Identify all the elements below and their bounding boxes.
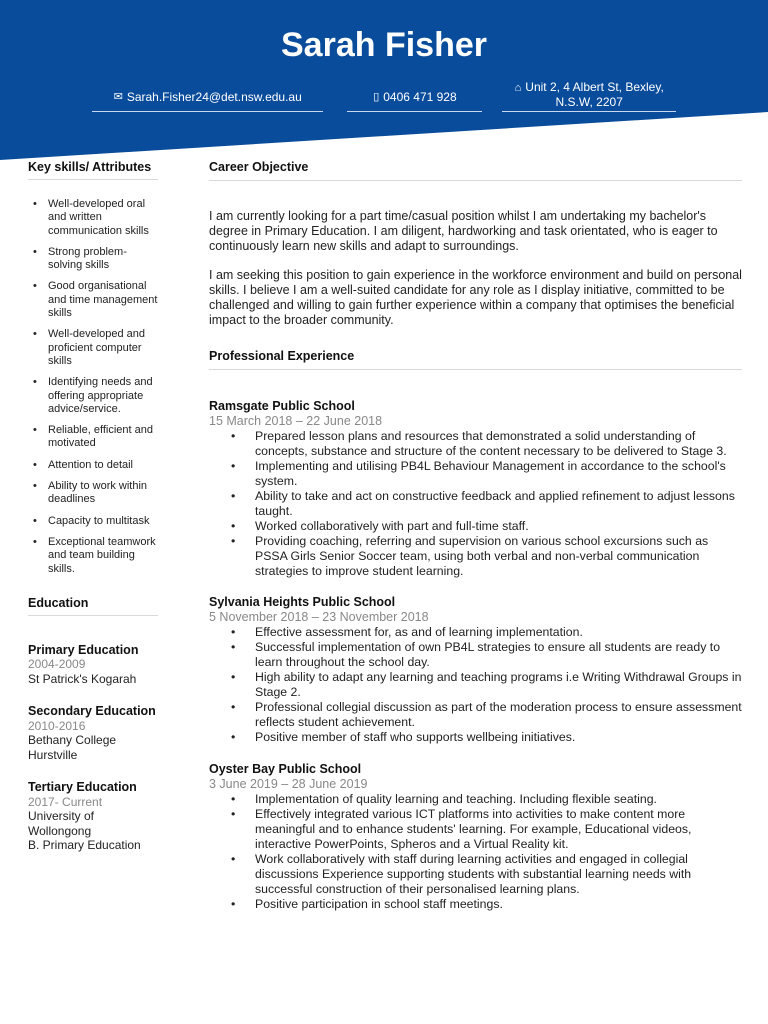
contact-row xyxy=(92,82,676,112)
objective-divider xyxy=(209,180,742,181)
objective-title: Career Objective xyxy=(209,160,309,174)
skill-item: • Reliable, efficient and motivated xyxy=(28,424,158,451)
job-bullet: • Implementing and utilising PB4L Behaviour Management in accordance to the school's system. xyxy=(209,459,742,489)
job-dates: 5 November 2018 – 23 November 2018 xyxy=(209,610,429,624)
experience-title: Professional Experience xyxy=(209,349,355,363)
job-bullet: • Worked collaboratively with part and full-time staff. xyxy=(209,519,742,534)
skills-divider xyxy=(28,179,158,180)
job-bullet: • Successful implementation of own PB4L strategies to ensure all students are ready to learn throughout the school day. xyxy=(209,640,742,670)
skill-item: • Ability to work within deadlines xyxy=(28,480,158,507)
education-divider xyxy=(28,615,158,616)
phone-icon: ▯ xyxy=(373,91,380,103)
job-bullet: • Professional collegial discussion as part of the moderation process to ensure assessment reflects student achievement. xyxy=(209,700,742,730)
education-detail: University of Wollongong xyxy=(28,809,95,838)
job-bullet: • Effective assessment for, as and of learning implementation. xyxy=(209,625,742,640)
skill-item: • Capacity to multitask xyxy=(28,515,158,528)
education-entry xyxy=(28,704,158,762)
email-text: Sarah.Fisher24@det.nsw.edu.au xyxy=(126,90,302,104)
job-bullet: • Prepared lesson plans and resources that demonstrated a solid understanding of concepts, substance and structure of the content necessary to be delivered to Stage 3. xyxy=(209,429,742,459)
experience-divider xyxy=(209,369,742,370)
skills-title: Key skills/ Attributes xyxy=(28,160,152,174)
skill-item: • Identifying needs and offering appropriate advice/service. xyxy=(28,376,158,416)
objective-paragraph: I am seeking this position to gain experience in the workforce environment and build on personal skills. I believe I am a well-suited candidate for any role as I display initiative, committed to be challenged and willing to gain further experience within a company that optimises the beneficial impact to the broader community. xyxy=(209,268,742,327)
skill-item: • Good organisational and time management skills xyxy=(28,280,158,320)
job-bullets xyxy=(209,429,742,579)
contact-phone[interactable] xyxy=(347,82,482,112)
skill-item: • Exceptional teamwork and team building skills. xyxy=(28,536,158,576)
education-detail: Hurstville xyxy=(28,747,78,762)
education-detail: St Patrick's Kogarah xyxy=(28,671,137,686)
job-bullet: • Positive participation in school staff meetings. xyxy=(209,897,742,912)
education-heading: Primary Education xyxy=(28,642,139,657)
skill-item: • Attention to detail xyxy=(28,459,158,472)
education-detail: B. Primary Education xyxy=(28,838,141,853)
education-date: 2017- Current xyxy=(28,794,103,809)
skill-item: • Well-developed and proficient computer skills xyxy=(28,328,158,368)
contact-address xyxy=(502,82,676,112)
job-entry xyxy=(209,399,742,579)
envelope-icon: ✉ xyxy=(113,91,123,103)
skill-item: • Strong problem-solving skills xyxy=(28,246,158,273)
education-entry xyxy=(28,643,158,687)
job-school: Sylvania Heights Public School xyxy=(209,595,396,609)
phone-text: 0406 471 928 xyxy=(383,90,457,104)
job-school: Ramsgate Public School xyxy=(209,399,355,413)
education-heading: Secondary Education xyxy=(28,704,156,719)
job-bullet: • Positive member of staff who supports wellbeing initiatives. xyxy=(209,730,742,745)
skill-item: • Well-developed oral and written communication skills xyxy=(28,198,158,238)
job-bullet: • Implementation of quality learning and teaching. Including flexible seating. xyxy=(209,792,742,807)
job-dates: 15 March 2018 – 22 June 2018 xyxy=(209,414,383,428)
job-entry xyxy=(209,595,742,745)
candidate-name: Sarah Fisher xyxy=(281,26,487,64)
sidebar xyxy=(28,160,158,853)
job-dates: 3 June 2019 – 28 June 2019 xyxy=(209,777,368,791)
job-entry xyxy=(209,762,742,912)
address-line-1: Unit 2, 4 Albert St, Bexley, xyxy=(525,80,664,94)
education-heading: Tertiary Education xyxy=(28,780,137,795)
education-detail: Bethany College xyxy=(28,733,117,748)
job-bullet: • Work collaboratively with staff during learning activities and engaged in collegial discussions Experience supporting students with substantial learning needs with successful construction of their personalised learning plans. xyxy=(209,852,742,897)
job-bullet: • Ability to take and act on constructive feedback and applied refinement to adjust lessons taught. xyxy=(209,489,742,519)
home-icon: ⌂ xyxy=(514,82,522,94)
education-title: Education xyxy=(28,595,89,610)
address-line-2: N.S.W, 2207 xyxy=(555,95,623,109)
job-bullet: • Providing coaching, referring and supervision on various school excursions such as PSSA Girls Senior Soccer team, using both verbal and non-verbal communication strategies to improve student learning. xyxy=(209,534,742,579)
education-date: 2010-2016 xyxy=(28,718,86,733)
main-content xyxy=(209,160,742,912)
job-bullet: • High ability to adapt any learning and teaching programs i.e Writing Withdrawal Groups in Stage 2. xyxy=(209,670,742,700)
education-entry xyxy=(28,780,158,853)
job-bullet: • Effectively integrated various ICT platforms into activities to make content more meaningful and to enhance students' learning. For example, Educational videos, interactive PowerPoints, Spheros and a Virtual Reality kit. xyxy=(209,807,742,852)
job-school: Oyster Bay Public School xyxy=(209,762,362,776)
objective-paragraph: I am currently looking for a part time/casual position whilst I am undertaking my bachelor's degree in Primary Education. I am diligent, hardworking and task orientated, who is eager to continuously learn new skills and adapt to surroundings. xyxy=(209,209,718,253)
job-bullets xyxy=(209,625,742,745)
job-bullets xyxy=(209,792,742,912)
skills-list xyxy=(28,198,158,576)
contact-email[interactable] xyxy=(92,82,323,112)
education-date: 2004-2009 xyxy=(28,657,86,672)
